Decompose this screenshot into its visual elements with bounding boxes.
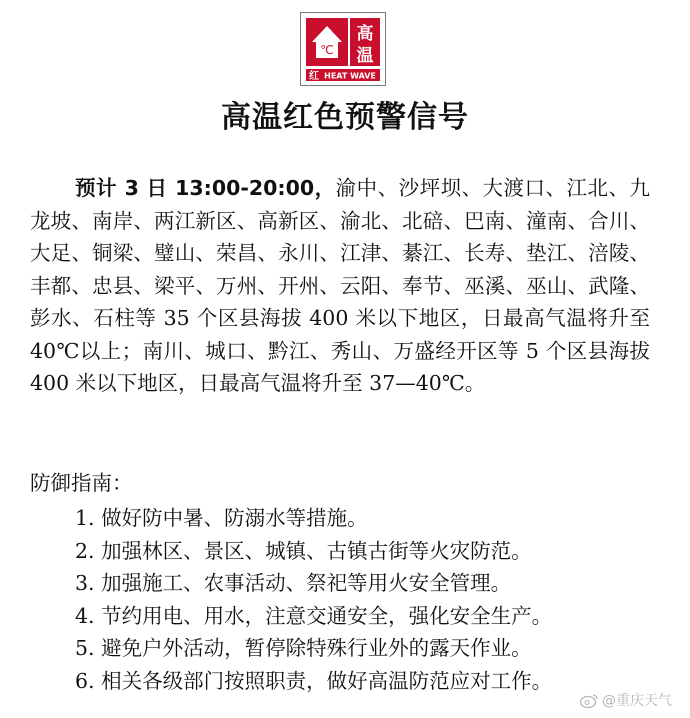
guide-list <box>75 502 552 698</box>
heat-wave-icon-graphic <box>300 12 386 86</box>
icon-label-bottom: 温 <box>356 46 374 66</box>
page-title: 高温红色预警信号 <box>221 100 469 135</box>
forecast-lead: 预计 3 日 13:00-20:00， <box>75 176 336 200</box>
icon-level: 红 <box>309 71 319 82</box>
watermark <box>580 690 672 710</box>
guide-item: 1. 做好防中暑、防溺水等措施。 <box>75 506 368 530</box>
watermark-text: @重庆天气 <box>602 693 672 709</box>
icon-english: HEAT WAVE <box>324 71 376 81</box>
guide-item: 4. 节约用电、用水，注意交通安全，强化安全生产。 <box>75 603 553 628</box>
heat-wave-warning-icon <box>300 12 386 86</box>
guide-item: 6. 相关各级部门按照职责，做好高温防范应对工作。 <box>75 668 553 693</box>
guide-item: 5. 避免户外活动，暂停除特殊行业外的露天作业。 <box>75 636 532 661</box>
guide-item: 3. 加强施工、农事活动、祭祀等用火安全管理。 <box>75 571 512 596</box>
forecast-paragraph <box>30 172 650 400</box>
icon-label-top: 高 <box>356 24 374 44</box>
guide-item: 2. 加强林区、景区、城镇、古镇古街等火灾防范。 <box>75 538 532 563</box>
degree-symbol: ℃ <box>320 43 334 57</box>
weibo-icon <box>580 693 598 708</box>
guide-heading: 防御指南： <box>30 471 133 495</box>
forecast-body: 渝中、沙坪坝、大渡口、江北、九龙坡、南岸、两江新区、高新区、渝北、北碚、巴南、潼南、合川、大足、铜梁、璧山、荣昌、永川、江津、綦江、长寿、垫江、涪陵、丰都、忠县、梁平、万州、开州、云阳、奉节、巫溪、巫山、武隆、彭水、石柱等 35 个区县海拔 400 米以下地区，日最高气温将升至 40℃以上；南川、城口、黔江、秀山、万盛经开区等 5 个区县海拔 400 米以下地区，日最高气温将升至 37—40℃。 <box>30 176 650 395</box>
